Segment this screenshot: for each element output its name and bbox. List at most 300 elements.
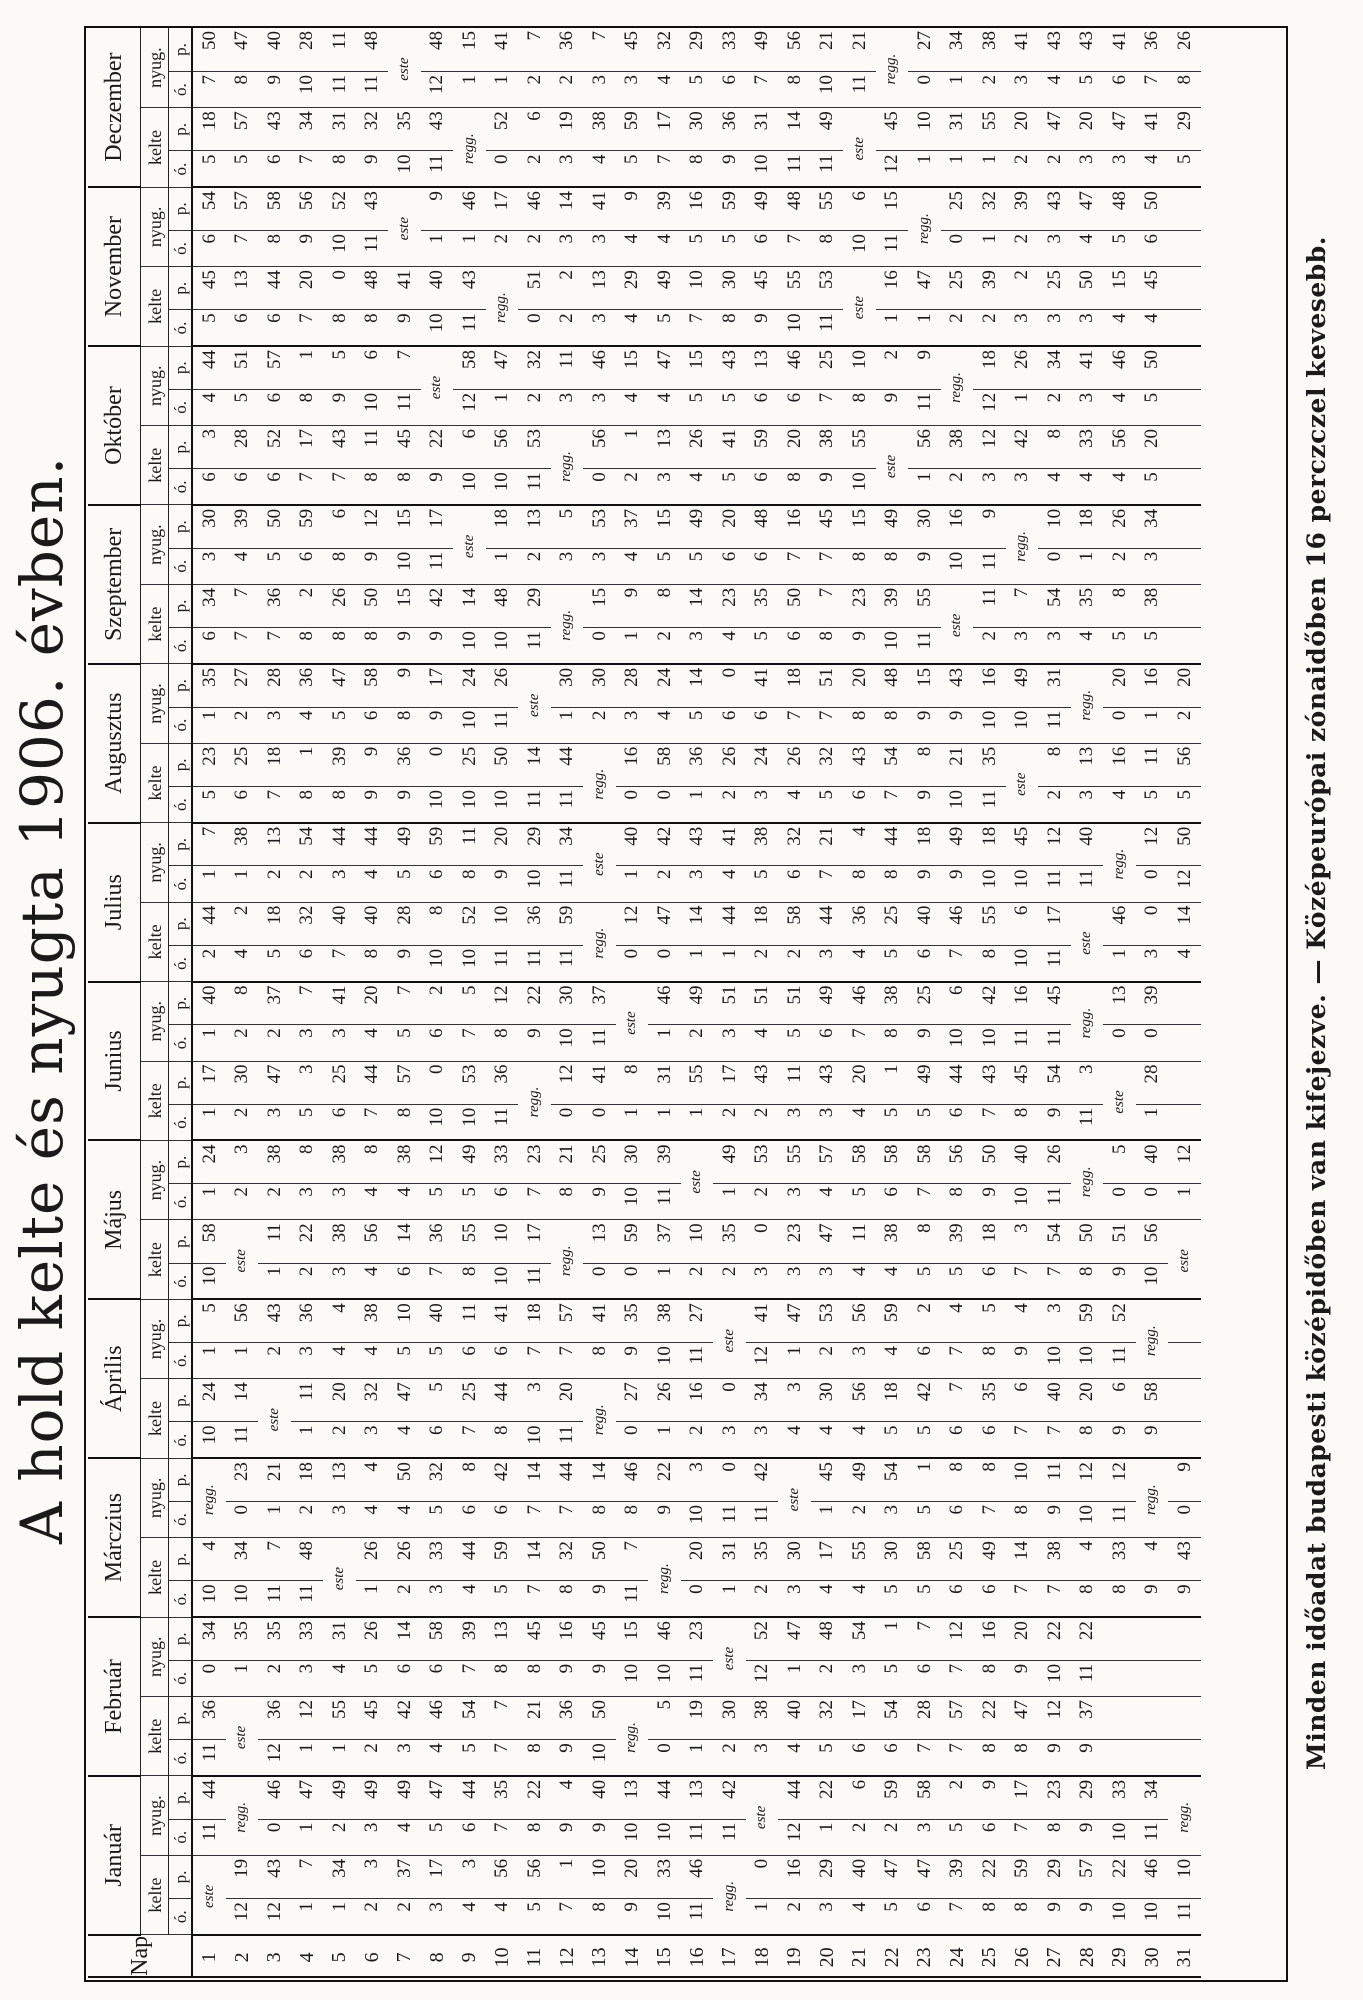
time-value: 6 [1006,902,1039,945]
time-value: 0 [583,628,616,664]
time-value: 5 [908,1581,941,1617]
time-value: 10 [648,1899,681,1935]
time-value: 3 [583,389,616,425]
time-value: 43 [681,823,714,866]
header-unit-minute: p. [169,505,193,548]
time-value: 22 [1103,1855,1136,1898]
time-value: 8 [973,1343,1006,1379]
time-value: 4 [681,469,714,505]
time-value: 9 [551,1660,584,1696]
time-value: 5 [908,1422,941,1458]
time-value: 11 [1071,1104,1104,1140]
time-value: 18 [1071,505,1104,548]
time-value: 3 [713,1025,746,1061]
time-value: 0 [616,1422,649,1458]
time-value: 1 [486,389,519,425]
time-value: 14 [1168,902,1201,945]
time-value: 56 [518,1855,551,1898]
time-value: 8 [291,787,324,823]
time-value: 41 [583,1061,616,1104]
time-value: 36 [518,902,551,945]
time-word: regg. [1071,1140,1104,1219]
time-value: 5 [323,346,356,389]
time-value: 4 [291,707,324,743]
time-value: 3 [778,1104,811,1140]
time-value: 27 [616,1379,649,1422]
table-row [1168,28,1201,1977]
time-value: 10 [1038,1660,1071,1696]
time-value: 17 [648,108,681,151]
time-value: 5 [876,1422,909,1458]
time-value: 8 [1006,1899,1039,1935]
time-value: 16 [1006,982,1039,1025]
time-value: 7 [388,982,421,1025]
time-word: regg. [1071,982,1104,1061]
time-value: 5 [388,1343,421,1379]
time-value: 12 [1168,1140,1201,1183]
time-value: 56 [908,426,941,469]
time-value: 38 [876,1220,909,1263]
time-value: 36 [713,108,746,151]
time-value: 39 [226,505,259,548]
time-value: 16 [1136,664,1169,707]
time-value: 11 [778,1061,811,1104]
header-unit-hour: ó. [169,707,193,743]
time-value [1168,187,1201,230]
time-value: 13 [323,1458,356,1501]
time-value: 14 [388,1220,421,1263]
time-value: 8 [551,1581,584,1617]
header-unit-minute: p. [169,1538,193,1581]
time-value: 16 [616,743,649,786]
time-value: 11 [421,151,454,187]
time-value: 11 [681,1343,714,1379]
time-value: 2 [1038,151,1071,187]
time-value [1168,1422,1201,1458]
time-value: 36 [291,664,324,707]
time-value: 39 [941,1220,974,1263]
time-word: este [323,1538,356,1617]
time-value: 37 [583,982,616,1025]
time-value: 2 [518,548,551,584]
time-value: 6 [356,707,389,743]
time-value: 9 [1071,1819,1104,1855]
time-value: 54 [843,1617,876,1660]
time-word: regg. [648,1538,681,1617]
time-value: 8 [1006,1104,1039,1140]
time-value: 6 [973,1263,1006,1299]
time-value: 7 [1038,1581,1071,1617]
time-value: 3 [583,72,616,108]
time-value: 46 [1103,902,1136,945]
time-value: 10 [843,346,876,389]
time-value: 4 [811,1581,844,1617]
time-value: 47 [648,346,681,389]
time-value: 11 [518,1263,551,1299]
time-value: 53 [518,426,551,469]
time-value: 6 [258,469,291,505]
time-value: 48 [778,187,811,230]
time-value: 11 [681,1660,714,1696]
day-number: 31 [1168,1935,1201,1977]
time-value [1168,1343,1201,1379]
time-value: 12 [1038,1697,1071,1740]
time-value: 52 [486,108,519,151]
time-value: 49 [908,1061,941,1104]
header-month-name: Augusztus [88,664,141,823]
time-value: 15 [843,505,876,548]
time-word: regg. [551,426,584,505]
time-value: 2 [973,628,1006,664]
time-value: 7 [616,1538,649,1581]
time-value: 43 [941,664,974,707]
time-value: 10 [453,707,486,743]
time-value: 47 [811,1220,844,1263]
time-value: 5 [1071,72,1104,108]
time-value: 26 [713,743,746,786]
time-value: 8 [1038,1819,1071,1855]
time-value: 7 [192,72,226,108]
time-value: 18 [192,108,226,151]
time-value: 10 [1168,1855,1201,1898]
time-value: 1 [1103,945,1136,981]
time-value: 1 [648,1422,681,1458]
time-value [1168,1025,1201,1061]
time-value: 4 [1071,1538,1104,1581]
time-value: 8 [388,707,421,743]
time-value: 7 [453,1025,486,1061]
time-value: 59 [713,187,746,230]
time-value: 20 [1103,664,1136,707]
time-value: 41 [1103,28,1136,72]
time-value: 21 [258,1458,291,1501]
time-value: 11 [356,230,389,266]
time-value: 4 [1136,151,1169,187]
header-unit-hour: ó. [169,230,193,266]
time-value: 14 [518,1458,551,1501]
time-value: 7 [291,982,324,1025]
time-value: 5 [388,866,421,902]
time-value: 20 [778,426,811,469]
time-value [1168,1379,1201,1422]
time-value: 2 [941,1776,974,1819]
table-row [681,28,714,1977]
time-value: 3 [811,1104,844,1140]
header-unit-hour: ó. [169,1660,193,1696]
time-value: 11 [681,1899,714,1935]
time-value: 6 [421,866,454,902]
time-value: 3 [1006,469,1039,505]
time-word: regg. [551,1220,584,1299]
time-value: 44 [258,267,291,310]
time-value: 43 [356,187,389,230]
table-row [811,28,844,1977]
time-value: 2 [323,1422,356,1458]
time-value: 50 [973,1140,1006,1183]
time-value: 1 [876,310,909,346]
time-value: 49 [973,1538,1006,1581]
header-set: nyug. [141,28,169,108]
time-value: 26 [356,1538,389,1581]
time-value: 18 [973,823,1006,866]
time-value: 51 [1103,1220,1136,1263]
header-unit-hour: ó. [169,469,193,505]
time-value: 6 [192,230,226,266]
header-unit-hour: ó. [169,72,193,108]
time-value: 8 [356,945,389,981]
time-value: 11 [1103,1501,1136,1537]
time-value: 8 [323,310,356,346]
time-value: 4 [356,866,389,902]
header-unit-minute: p. [169,1776,193,1819]
time-value [1103,1617,1136,1660]
time-value: 20 [843,1061,876,1104]
time-value: 8 [941,1458,974,1501]
time-value: 2 [226,1104,259,1140]
time-value: 3 [778,1184,811,1220]
time-value: 46 [1103,346,1136,389]
time-word: este [1168,1220,1201,1299]
time-value: 3 [323,1184,356,1220]
time-value: 44 [876,823,909,866]
time-value: 38 [973,28,1006,72]
time-value: 6 [486,1184,519,1220]
time-value: 7 [941,945,974,981]
time-value: 41 [583,187,616,230]
time-value: 3 [192,426,226,469]
time-value: 10 [648,1660,681,1696]
time-value: 46 [941,902,974,945]
time-value: 10 [421,1104,454,1140]
time-value: 41 [486,1299,519,1342]
time-value: 7 [648,151,681,187]
table-row [876,28,909,1977]
time-value: 35 [746,584,779,627]
time-value: 56 [583,426,616,469]
time-value: 14 [226,1379,259,1422]
time-value: 44 [323,823,356,866]
time-value: 35 [616,1299,649,1342]
time-value: 18 [973,1220,1006,1263]
time-value: 26 [486,664,519,707]
time-value: 58 [1136,1379,1169,1422]
time-value: 9 [1006,1343,1039,1379]
time-value: 12 [258,1740,291,1776]
time-value: 7 [1006,1819,1039,1855]
time-value: 3 [323,866,356,902]
time-value: 16 [681,1379,714,1422]
time-word: este [941,584,974,663]
header-row-months [88,28,141,1977]
time-value: 9 [356,548,389,584]
time-value: 3 [1006,310,1039,346]
time-value: 34 [291,108,324,151]
header-rise: kelte [141,1697,169,1776]
time-value: 2 [941,310,974,346]
time-value: 44 [648,1776,681,1819]
time-value: 9 [583,1819,616,1855]
time-value: 42 [648,823,681,866]
time-value: 8 [518,1819,551,1855]
time-value: 11 [551,787,584,823]
time-value: 8 [941,1184,974,1220]
table-row [356,28,389,1977]
time-value: 4 [388,1501,421,1537]
time-value: 56 [941,1140,974,1183]
time-value: 54 [1038,584,1071,627]
time-value: 39 [323,743,356,786]
time-value: 26 [1103,505,1136,548]
time-value: 36 [192,1697,226,1740]
time-value: 53 [746,1140,779,1183]
time-value: 22 [648,1458,681,1501]
time-value [1168,230,1201,266]
table-row [388,28,421,1977]
header-unit-minute: p. [169,902,193,945]
header-month-name: Junius [88,982,141,1141]
time-value: 55 [973,108,1006,151]
time-value: 11 [1168,1899,1201,1935]
day-number: 5 [323,1935,356,1977]
time-word: este [226,1220,259,1299]
time-value: 4 [356,1263,389,1299]
time-value: 8 [1038,426,1071,469]
time-value: 12 [616,902,649,945]
time-value: 20 [1006,1617,1039,1660]
time-value: 3 [1103,151,1136,187]
time-value: 59 [421,823,454,866]
time-value: 23 [681,1617,714,1660]
time-value: 8 [876,866,909,902]
time-value: 9 [421,707,454,743]
time-value: 21 [941,743,974,786]
time-value: 2 [681,1263,714,1299]
time-value: 44 [192,902,226,945]
time-value: 20 [356,982,389,1025]
time-value: 9 [1006,1660,1039,1696]
time-value: 2 [226,707,259,743]
time-value: 6 [941,982,974,1025]
header-unit-hour: ó. [169,1104,193,1140]
time-value: 5 [421,1343,454,1379]
time-value: 19 [226,1855,259,1898]
time-word: este [1103,1061,1136,1140]
time-value: 58 [648,743,681,786]
time-value: 6 [388,1263,421,1299]
time-value: 45 [388,426,421,469]
time-value: 11 [1136,1819,1169,1855]
header-unit-hour: ó. [169,1740,193,1776]
time-value: 15 [616,346,649,389]
header-month-name: Január [88,1776,141,1935]
time-value: 10 [1038,505,1071,548]
time-value: 29 [616,267,649,310]
time-value: 35 [192,664,226,707]
time-value: 18 [486,505,519,548]
time-value: 9 [1168,1458,1201,1501]
time-value: 4 [1006,1299,1039,1342]
time-value: 7 [1006,584,1039,627]
time-value: 58 [908,1538,941,1581]
time-value: 50 [356,584,389,627]
time-value: 9 [616,1899,649,1935]
time-value: 9 [843,628,876,664]
time-value: 11 [453,1299,486,1342]
time-value: 4 [226,945,259,981]
time-value: 9 [1168,1581,1201,1617]
time-value: 8 [1071,1263,1104,1299]
time-value: 40 [843,1855,876,1898]
time-value: 31 [323,1617,356,1660]
time-value: 9 [648,1501,681,1537]
time-value: 11 [811,151,844,187]
page-title: A hold kelte és nyugta 1906. évben. [8,455,76,1545]
day-number: 8 [421,1935,454,1977]
time-value: 46 [1136,1855,1169,1898]
time-value: 48 [486,584,519,627]
time-value: 1 [648,1104,681,1140]
time-value: 9 [388,310,421,346]
time-value: 41 [746,664,779,707]
time-value: 0 [908,72,941,108]
time-value: 17 [192,1061,226,1104]
time-value: 46 [843,982,876,1025]
time-value: 38 [388,1140,421,1183]
time-value: 2 [876,346,909,389]
time-value: 2 [1006,230,1039,266]
time-value: 45 [583,1617,616,1660]
time-value: 30 [192,505,226,548]
time-value: 3 [1136,945,1169,981]
time-value: 5 [941,1263,974,1299]
time-value: 5 [356,1660,389,1696]
time-value: 8 [1006,1501,1039,1537]
time-value: 59 [746,426,779,469]
time-value: 43 [258,108,291,151]
time-value: 8 [811,230,844,266]
footer-note: Minden időadat budapesti középidőben van kifejezve. — Középeurópai zónaidőben 16 perczczel kevesebb. [1302,236,1331,1770]
time-value: 8 [226,72,259,108]
time-value: 40 [421,267,454,310]
day-number: 6 [356,1935,389,1977]
time-value: 57 [226,108,259,151]
time-word: este [746,1776,779,1855]
time-value: 9 [876,389,909,425]
time-value: 0 [1136,866,1169,902]
time-value: 45 [356,1697,389,1740]
time-value: 20 [843,664,876,707]
time-value: 59 [616,108,649,151]
time-value: 51 [746,982,779,1025]
time-value: 43 [1168,1538,1201,1581]
time-value: 5 [453,1740,486,1776]
time-value: 23 [713,584,746,627]
time-value: 7 [908,1617,941,1660]
table-container [88,28,1288,1978]
time-value: 3 [973,469,1006,505]
header-set: nyug. [141,982,169,1061]
time-value: 6 [258,151,291,187]
time-value: 2 [291,866,324,902]
time-value: 47 [908,267,941,310]
time-value: 1 [616,426,649,469]
time-value: 17 [713,1061,746,1104]
day-number: 11 [518,1935,551,1977]
time-value: 11 [1006,1025,1039,1061]
time-value [1168,1660,1201,1696]
time-value: 33 [1103,1776,1136,1819]
time-value: 3 [421,1581,454,1617]
